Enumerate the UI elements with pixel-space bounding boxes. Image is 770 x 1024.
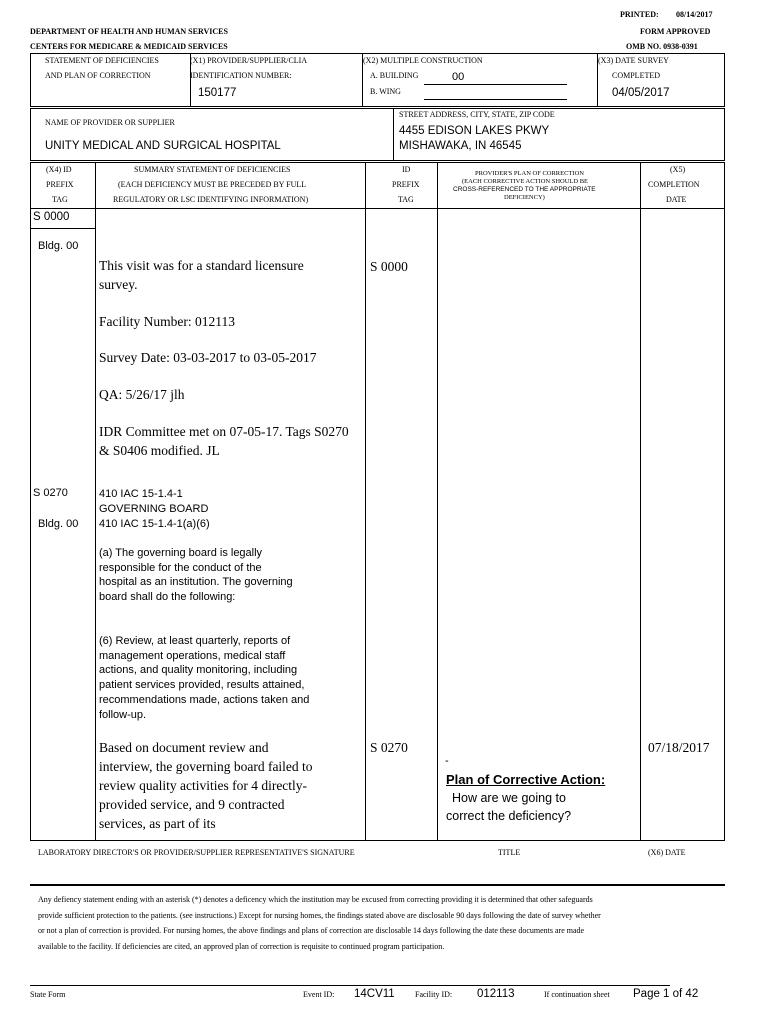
facility-number: Facility Number: 012113 [99,314,235,329]
provider-box-border-bottom [30,160,725,161]
x1-label-1: (X1) PROVIDER/SUPPLIER/CLIA [190,56,308,65]
signature-title-label: TITLE [498,848,521,857]
x4-header-3: TAG [52,195,68,204]
signature-border-top [30,840,725,841]
id-header-2: PREFIX [392,180,420,189]
x5-header-2: COMPLETION [648,180,700,189]
x4-header-1: (X4) ID [46,165,72,174]
iac-line-3: 410 IAC 15-1.4-1(a)(6) [99,518,210,530]
state-form-label: State Form [30,990,66,999]
id-header-3: TAG [398,195,414,204]
building-value: 00 [452,71,465,83]
signature-label: LABORATORY DIRECTOR'S OR PROVIDER/SUPPLIER REPRESENTATIVE'S SIGNATURE [38,848,355,857]
provider-box-border-top [30,108,725,109]
visit-statement: This visit was for a standard licensure survey. [99,258,304,292]
tag-s0000-underline [30,228,96,229]
iac-line-2: GOVERNING BOARD [99,503,209,515]
building-underline [424,84,567,85]
top-box-border-top [30,53,725,54]
facility-id-label: Facility ID: [415,990,453,999]
provider-name-value: UNITY MEDICAL AND SURGICAL HOSPITAL [45,140,281,152]
provider-id-value: 150177 [198,87,237,99]
plan-header-2: (EACH CORRECTIVE ACTION SHOULD BE [462,178,589,185]
signature-border-bottom [30,884,725,886]
summary-header-1: SUMMARY STATEMENT OF DEFICIENCIES [134,165,291,174]
disclaimer-text: Any defiency statement ending with an asterisk (*) denotes a deficency which the institution may be excused from correcting providing it is determined that other safeguards provide sufficient protection to the patients. (see instructions.) Except for nursing homes, the findings stated above are disclosable 90 days following the date of survey whether or not a plan of correction is provided. For nursing homes, the above findings and plans of correction are disclosable 14 days following the date these documents are made available to the facility. If deficiencies are cited, an approved plan of correction is requisite to continued program participation. [38,895,601,951]
qa-note: QA: 5/26/17 jlh [99,387,185,402]
bldg-s0000: Bldg. 00 [38,240,79,252]
survey-completed-date: 04/05/2017 [612,87,670,99]
omb-number: OMB NO. 0938-0391 [626,42,698,51]
printed-date: 08/14/2017 [676,10,713,19]
tag-s0270: S 0270 [33,487,68,499]
plan-question-1: How are we going to [452,791,566,805]
tag-s0000: S 0000 [33,211,70,223]
x2-label: (X2) MULTIPLE CONSTRUCTION [363,56,483,65]
column-header-border-top [30,162,725,163]
idr-note: IDR Committee met on 07-05-17. Tags S0270 & S0406 modified. JL [99,424,349,458]
provider-box-border-right [724,108,725,161]
bldg-s0270: Bldg. 00 [38,518,79,530]
column-line-summary [365,162,366,840]
provider-address-divider [393,108,394,161]
finding-statement: Based on document review and interview, the governing board failed to review quality activities for 4 directly-provided service, and 9 contracted services, as part of its [99,740,313,831]
x4-header-2: PREFIX [46,180,74,189]
provider-box-border-left [30,108,31,161]
top-box-border-right [724,53,725,107]
x5-header-3: DATE [666,195,687,204]
footer-rule [30,985,670,986]
column-line-left [30,162,31,840]
summary-header-3: REGULATORY OR LSC IDENTIFYING INFORMATION) [113,195,309,204]
plan-title: Plan of Corrective Action: [446,772,606,787]
building-label: A. BUILDING [370,71,419,80]
department-name: DEPARTMENT OF HEALTH AND HUMAN SERVICES [30,27,228,36]
paragraph-a: (a) The governing board is legally responsible for the conduct of the hospital as an institution. The governing board shall do the following: [99,547,293,604]
column-line-right [724,162,725,840]
event-id-value: 14CV11 [354,988,395,1000]
plan-dash: - [445,755,449,767]
provider-name-label: NAME OF PROVIDER OR SUPPLIER [45,118,175,127]
form-approved: FORM APPROVED [640,27,711,36]
iac-line-1: 410 IAC 15-1.4-1 [99,488,183,500]
wing-label: B. WING [370,87,401,96]
x3-label-2: COMPLETED [612,71,660,80]
plan-header-4: DEFICIENCY) [504,194,545,201]
address-line-2: MISHAWAKA, IN 46545 [399,140,522,152]
x1-label-2: IDENTIFICATION NUMBER: [190,71,292,80]
x5-header-1: (X5) [670,165,686,174]
continuation-label: If continuation sheet [544,990,610,999]
signature-date-label: (X6) DATE [648,848,686,857]
completion-date-s0270: 07/18/2017 [648,740,710,755]
plan-header-1: PROVIDER'S PLAN OF CORRECTION [475,170,584,177]
statement-label-2: AND PLAN OF CORRECTION [45,71,151,80]
address-line-1: 4455 EDISON LAKES PKWY [399,125,550,137]
plan-question-2: correct the deficiency? [446,809,572,823]
paragraph-6: (6) Review, at least quarterly, reports of management operations, medical staff actions, and quality monitoring, including patient services provided, results attained, recommendations made, actions taken and follow-up. [99,635,310,721]
address-label: STREET ADDRESS, CITY, STATE, ZIP CODE [399,110,555,119]
statement-label-1: STATEMENT OF DEFICIENCIES [45,56,159,65]
event-id-label: Event ID: [303,990,335,999]
facility-id-value: 012113 [477,988,515,1000]
top-box-border-left [30,53,31,107]
column-header-border-bottom [30,208,725,209]
id-tag-s0270: S 0270 [370,740,408,755]
plan-header-3: CROSS-REFERENCED TO THE APPROPRIATE [453,186,596,193]
centers-name: CENTERS FOR MEDICARE & MEDICAID SERVICES [30,42,228,51]
column-line-plan [640,162,641,840]
column-line-x4 [95,162,96,840]
x3-label-1: (X3) DATE SURVEY [598,56,669,65]
summary-header-2: (EACH DEFICIENCY MUST BE PRECEDED BY FULL [118,180,307,189]
survey-date: Survey Date: 03-03-2017 to 03-05-2017 [99,350,317,365]
wing-underline [424,99,567,100]
id-header-1: ID [402,165,411,174]
top-box-border-bottom [30,106,725,107]
page-number: Page 1 of 42 [633,988,699,1000]
printed-label: PRINTED: [620,10,659,19]
id-tag-s0000: S 0000 [370,259,408,274]
column-line-id [437,162,438,840]
